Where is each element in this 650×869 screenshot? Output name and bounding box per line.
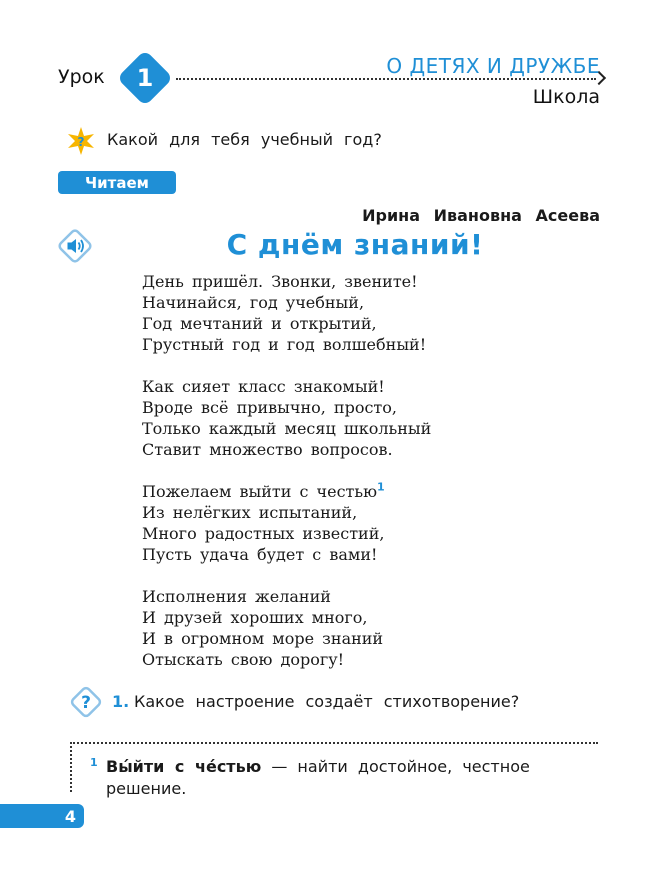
poem-line: Исполнения желаний	[142, 587, 331, 606]
poem-line: Вроде всё привычно, просто,	[142, 398, 397, 417]
poem-line: Только каждый месяц школьный	[142, 419, 432, 438]
page-number: 4	[0, 804, 84, 828]
poem-author: Ирина Ивановна Асеева	[362, 206, 600, 225]
lesson-number: 1	[136, 64, 154, 92]
poem-title: С днём знаний!	[226, 228, 484, 261]
poem-stanza	[142, 481, 572, 565]
footnote-number: 1	[90, 756, 98, 769]
poem-line: Много радостных известий,	[142, 524, 385, 543]
poem-line: И друзей хороших много,	[142, 608, 368, 627]
poem-stanza	[142, 586, 572, 670]
svg-text:?: ?	[77, 135, 85, 149]
lesson-label: Урок	[58, 66, 105, 88]
poem-line: Начинайся, год учебный,	[142, 293, 365, 312]
poem-line: Как сияет класс знакомый!	[142, 377, 385, 396]
poem-stanza	[142, 376, 572, 460]
footnote-term: Вы́йти с че́стью	[106, 757, 262, 776]
poem-line: Пусть удача будет с вами!	[142, 545, 378, 564]
svg-text:?: ?	[81, 693, 91, 713]
footnote-divider	[70, 742, 598, 744]
header-dotted-line	[176, 78, 596, 80]
poem-line: День пришёл. Звонки, звените!	[142, 272, 418, 291]
question-text: Какое настроение создаёт стихотворение?	[134, 692, 520, 711]
poem-line: Из нелёгких испытаний,	[142, 503, 358, 522]
poem-line: Год мечтаний и открытий,	[142, 314, 377, 333]
footnote-definition: — найти достойное, честное решение.	[106, 757, 530, 798]
section-subtitle: Школа	[532, 86, 600, 108]
poem-line: Грустный год и год волшебный!	[142, 335, 427, 354]
footnote-marker[interactable]: 1	[377, 480, 385, 494]
section-title: О ДЕТЯХ И ДРУЖБЕ	[386, 54, 600, 78]
poem-body	[142, 271, 572, 670]
footnote-side-border	[70, 742, 72, 792]
poem-line-text: Пожелаем выйти с честью	[142, 482, 378, 501]
question-number: 1.	[112, 692, 130, 711]
footnote-text	[106, 756, 598, 800]
intro-question-text: Какой для тебя учебный год?	[107, 130, 382, 149]
reading-section-label: Читаем	[58, 171, 176, 194]
poem-line: Отыскать свою дорогу!	[142, 650, 345, 669]
poem-line: И в огромном море знаний	[142, 629, 384, 648]
poem-stanza	[142, 271, 572, 355]
question-mark-icon	[68, 684, 104, 720]
poem-line-with-footnote	[142, 481, 572, 502]
star-question-icon	[66, 126, 96, 156]
poem-line: Ставит множество вопросов.	[142, 440, 393, 459]
